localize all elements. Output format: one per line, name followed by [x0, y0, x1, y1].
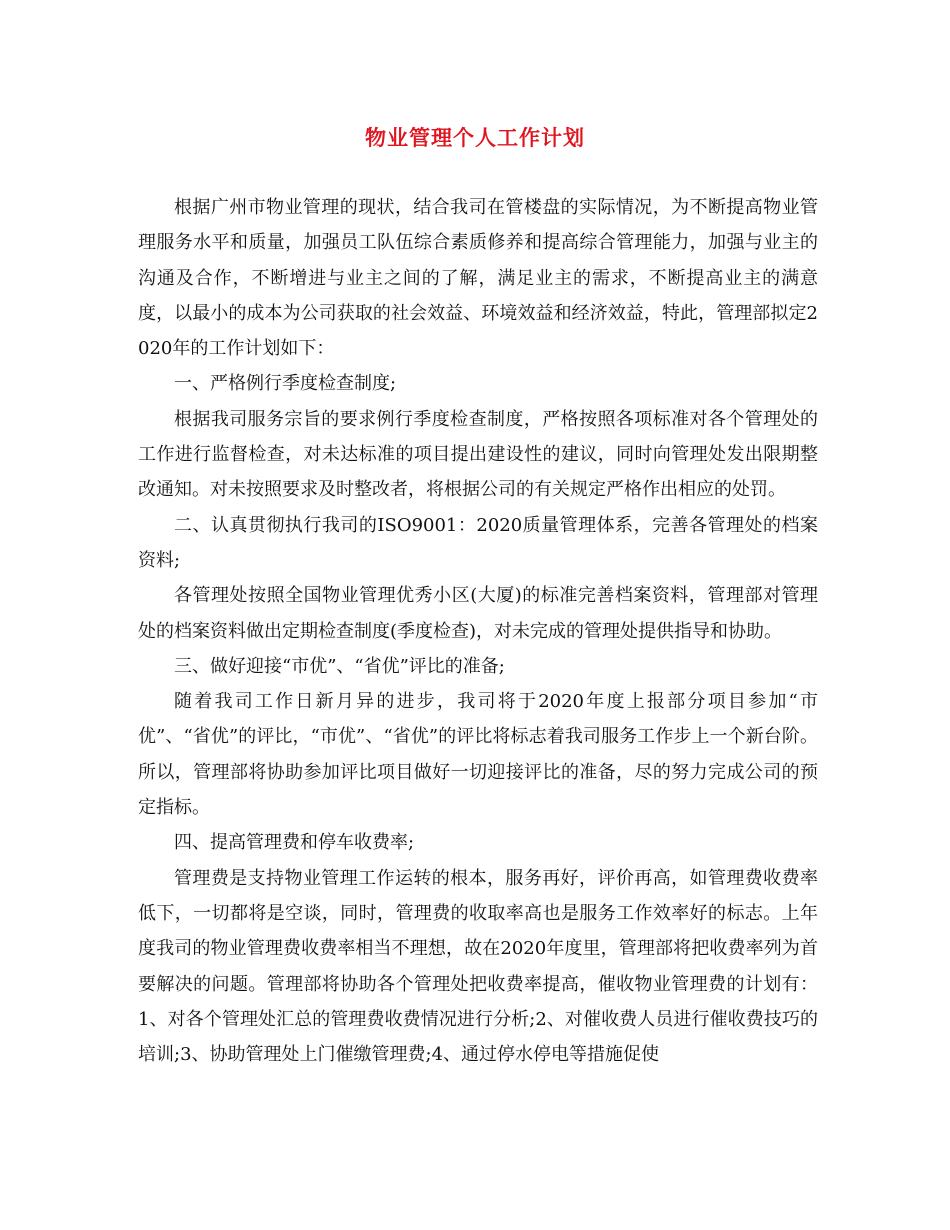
paragraph-section-1: 根据我司服务宗旨的要求例行季度检查制度，严格按照各项标准对各个管理处的工作进行监督检查，对未达标准的项目提出建设性的建议，同时向管理处发出限期整改通知。对未按照要求及时整改者，将根据公司的有关规定严格作出相应的处罚。 — [138, 408, 818, 501]
paragraph-section-3: 随着我司工作日新月异的进步，我司将于2020年度上报部分项目参加“市优”、“省优”的评比，“市优”、“省优”的评比将标志着我司服务工作步上一个新台阶。所以，管理部将协助参加评比项目做好一切迎接评比的准备，尽的努力完成公司的预定指标。 — [138, 691, 818, 819]
heading-section-1: 一、严格例行季度检查制度; — [174, 373, 397, 395]
heading-section-4: 四、提高管理费和停车收费率; — [174, 832, 415, 854]
document-body — [138, 190, 818, 1072]
paragraph-intro: 根据广州市物业管理的现状，结合我司在管楼盘的实际情况，为不断提高物业管理服务水平和质量，加强员工队伍综合素质修养和提高综合管理能力，加强与业主的沟通及合作，不断增进与业主之间的了解，满足业主的需求，不断提高业主的满意度，以最小的成本为公司获取的社会效益、环境效益和经济效益，特此，管理部拟定2020年的工作计划如下： — [138, 197, 818, 360]
document-title: 物业管理个人工作计划 — [365, 125, 585, 150]
heading-section-2: 二、认真贯彻执行我司的ISO9001：2020质量管理体系，完善各管理处的档案资料; — [138, 514, 818, 571]
heading-section-3: 三、做好迎接“市优”、“省优”评比的准备; — [174, 655, 505, 677]
paragraph-section-2: 各管理处按照全国物业管理优秀小区(大厦)的标准完善档案资料，管理部对管理处的档案资料做出定期检查制度(季度检查)，对未完成的管理处提供指导和协助。 — [138, 585, 818, 642]
paragraph-section-4: 管理费是支持物业管理工作运转的根本，服务再好，评价再高，如管理费收费率低下，一切都将是空谈，同时，管理费的收取率高也是服务工作效率好的标志。上年度我司的物业管理费收费率相当不理想，故在2020年度里，管理部将把收费率列为首要解决的问题。管理部将协助各个管理处把收费率提高，催收物业管理费的计划有：1、对各个管理处汇总的管理费收费情况进行分析;2、对催收费人员进行催收费技巧的培训;3、协助管理处上门催缴管理费;4、通过停水停电等措施促使 — [138, 867, 818, 1066]
